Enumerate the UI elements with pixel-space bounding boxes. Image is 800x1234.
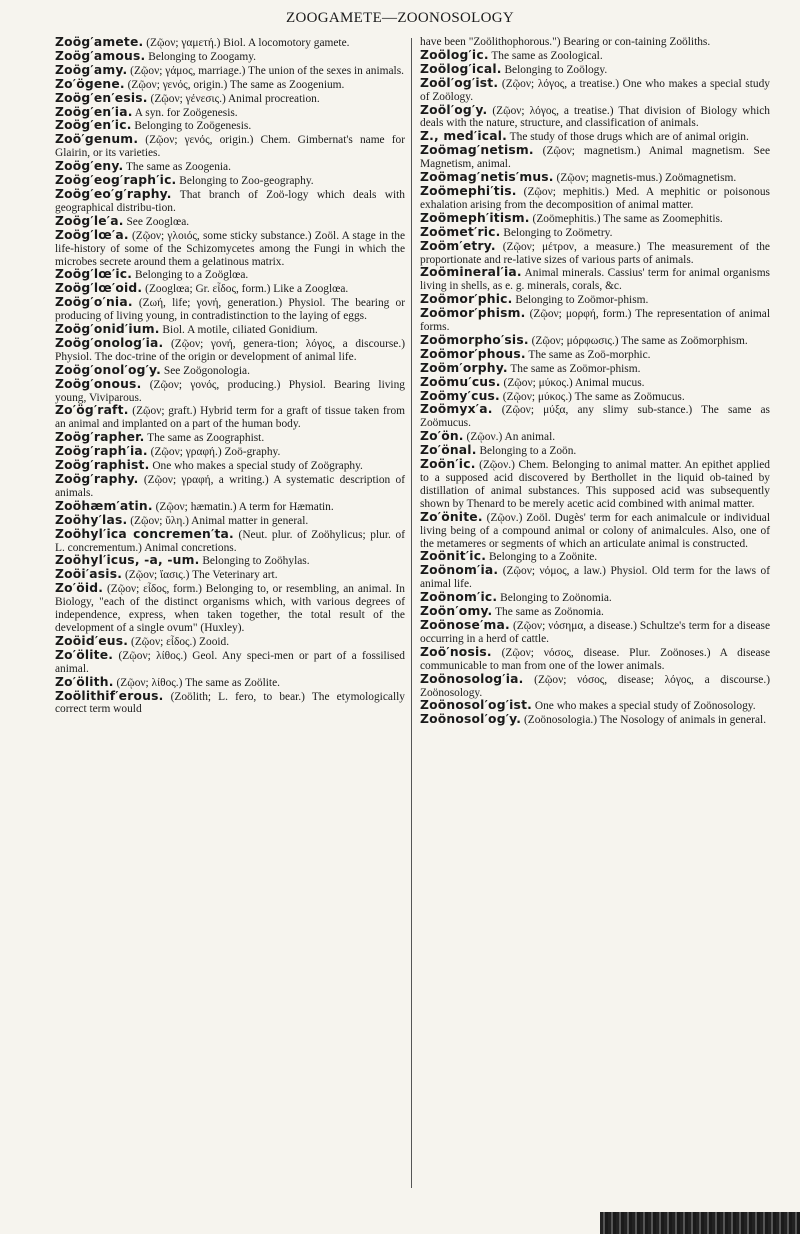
entry-headword: Zoönom′ia.	[420, 563, 499, 578]
entry-headword: Zoög′amy.	[55, 62, 128, 77]
right-column	[420, 36, 770, 727]
dictionary-entry	[55, 188, 405, 215]
dictionary-entry	[55, 649, 405, 676]
entry-definition: One who makes a special study of Zoönosology.	[532, 700, 756, 713]
entry-headword: Zoömineral′ia.	[420, 265, 522, 280]
entry-definition: Belonging to Zoögenesis.	[131, 120, 252, 133]
dictionary-entry	[420, 171, 770, 185]
dictionary-entry	[420, 390, 770, 404]
dictionary-entry	[420, 511, 770, 551]
dictionary-entry	[55, 337, 405, 364]
entry-definition: See Zoögonologia.	[161, 364, 250, 377]
dictionary-entry	[420, 605, 770, 619]
dictionary-entry	[55, 676, 405, 690]
entry-definition: Belonging to Zoöhylas.	[199, 555, 310, 568]
entry-headword: Zoög′en′ic.	[55, 118, 132, 133]
entry-headword: Zoömor′phous.	[420, 346, 526, 361]
entry-headword: Zoöi′asis.	[55, 567, 123, 582]
entry-headword: Zoög′lœ′a.	[55, 227, 129, 242]
entry-definition: Belonging to a Zoönite.	[486, 551, 598, 564]
dictionary-entry	[420, 144, 770, 171]
dictionary-entry	[420, 348, 770, 362]
entry-headword: Zoög′o′nia.	[55, 295, 133, 310]
entry-headword: Zoömyx′a.	[420, 402, 493, 417]
entry-headword: Zoö′genum.	[55, 132, 139, 147]
entry-headword: Zoög′en′ia.	[55, 104, 133, 119]
entry-definition: A syn. for Zoögenesis.	[132, 106, 238, 119]
entry-headword: Zoöl′og′ist.	[420, 75, 499, 90]
entry-definition: Belonging to Zoogamy.	[145, 50, 256, 63]
entry-definition: (Ζωή, life; γονή, generation.) Physiol. The bearing or producing of living young, in contradistinction to the laying of eggs.	[55, 297, 405, 323]
entry-definition: (Ζῷον; mephitis.) Med. A mephitic or poisonous exhalation arising from the decomposition of animal matter.	[420, 185, 770, 211]
dictionary-entry	[420, 63, 770, 77]
entry-headword: Zoömy′cus.	[420, 388, 500, 403]
entry-definition: (Zoömephitis.) The same as Zoomephitis.	[529, 212, 723, 225]
dictionary-entry	[55, 282, 405, 296]
entry-headword: Zo′ögene.	[55, 76, 125, 91]
entry-definition: The study of those drugs which are of animal origin.	[507, 131, 749, 144]
dictionary-entry	[420, 458, 770, 511]
dictionary-entry	[420, 550, 770, 564]
entry-definition: (Ζῷον; ὕλη.) Animal matter in general.	[127, 514, 309, 527]
entry-headword: Zo′ölith.	[55, 674, 114, 689]
entry-definition: The same as Zoö-morphic.	[525, 348, 651, 361]
dictionary-entry	[420, 334, 770, 348]
entry-definition: (Ζῷον; μύκος.) The same as Zoömucus.	[499, 390, 685, 403]
entry-headword: Zoög′eo′g′raphy.	[55, 186, 172, 201]
dictionary-entry	[420, 713, 770, 727]
entry-definition: (Ζῷον; νόμος, a law.) Physiol. Old term for the laws of animal life.	[420, 565, 770, 591]
entry-headword: Zo′önal.	[420, 443, 477, 458]
entry-headword: Zoömeph′itism.	[420, 210, 530, 225]
entry-headword: Zoög′onous.	[55, 376, 142, 391]
entry-headword: Zoölog′ic.	[420, 47, 489, 62]
entry-headword: Zoön′ic.	[420, 457, 476, 472]
page-edge-scan-artifact	[600, 1212, 800, 1234]
entry-headword: Zoög′onolog′ia.	[55, 335, 164, 350]
dictionary-entry	[420, 646, 770, 673]
entry-headword: Zoömor′phic.	[420, 292, 513, 307]
entry-headword: Zoög′amous.	[55, 48, 146, 63]
entry-definition: (Zooglœa; Gr. εἶδος, form.) Like a Zooglœa.	[142, 283, 349, 296]
dictionary-entry	[420, 307, 770, 334]
entry-definition: Belonging to Zoölogy.	[501, 63, 608, 76]
entry-definition: (Ζῷον.) An animal.	[463, 431, 556, 444]
entry-definition: (Ζῷον; γένεσις.) Animal procreation.	[147, 92, 320, 105]
entry-headword: Zoömephi′tis.	[420, 183, 517, 198]
entry-headword: Zoög′raphy.	[55, 472, 139, 486]
entry-headword: Zoönose′ma.	[420, 617, 510, 632]
dictionary-entry	[55, 160, 405, 174]
dictionary-entry	[55, 323, 405, 337]
entry-headword: Zoönosol′og′ist.	[420, 698, 533, 713]
dictionary-entry	[55, 500, 405, 514]
dictionary-entry	[55, 554, 405, 568]
dictionary-entry	[55, 528, 405, 555]
dictionary-entry	[420, 226, 770, 240]
entry-definition: Belonging to a Zoön.	[476, 445, 577, 458]
entry-definition: (Ζῷον; γραφή, a writing.) A systematic description of animals.	[55, 474, 405, 499]
entry-definition: (Ζῷον; γάμος, marriage.) The union of the sexes in animals.	[127, 64, 405, 77]
dictionary-entry	[420, 362, 770, 376]
entry-definition: (Ζῷον; ἴασις.) The Veterinary art.	[122, 569, 278, 582]
entry-headword: Zoög′raph′ia.	[55, 444, 148, 459]
entry-definition: (Ζῷον; νόσημα, a disease.) Schultze's term for a disease occurring in a herd of cattle.	[420, 619, 770, 645]
dictionary-entry	[55, 514, 405, 528]
entry-definition: Belonging to Zoömetry.	[500, 226, 613, 239]
dictionary-entry	[55, 119, 405, 133]
entry-definition: One who makes a special study of Zoögraphy.	[149, 460, 363, 473]
dictionary-entry	[420, 673, 770, 700]
entry-headword: Zoöm′orphy.	[420, 360, 508, 375]
entry-definition: Belonging to Zoönomia.	[497, 592, 612, 605]
entry-definition: (Ζῷον; μύκος.) Animal mucus.	[500, 376, 645, 389]
dictionary-entry	[420, 444, 770, 458]
entry-headword: Zoög′onol′og′y.	[55, 362, 162, 377]
entry-headword: Zoönit′ic.	[420, 549, 487, 564]
dictionary-entry	[55, 635, 405, 649]
dictionary-entry	[420, 699, 770, 713]
dictionary-entry	[420, 293, 770, 307]
entry-definition: (Ζῷον; γενός, origin.) Chem. Gimbernat's name for Glairin, or its varieties.	[55, 134, 405, 160]
dictionary-entry	[420, 185, 770, 212]
entry-headword: Zoög′raphist.	[55, 458, 150, 473]
entry-definition: Belonging to Zoömor-phism.	[512, 294, 649, 307]
dictionary-entry	[55, 364, 405, 378]
entry-headword: Zoömorpho′sis.	[420, 332, 529, 347]
entry-headword: Zoömor′phism.	[420, 306, 526, 321]
entry-headword: Zoöhæm′atin.	[55, 498, 153, 513]
dictionary-entry	[55, 431, 405, 445]
dictionary-entry	[55, 64, 405, 78]
dictionary-entry	[420, 104, 770, 131]
entry-definition: (Ζῷον; μέτρον, a measure.) The measurement of the proportionate and re-lative sizes of various parts of animals.	[420, 240, 770, 266]
entry-definition: (Ζῷον; εἶδος, form.) Belonging to, or resembling, an animal. In Biology, "each of the distinct organisms which, with various degrees of independence, express, when taken together, the total result of the development of a single ovum" (Huxley).	[55, 583, 405, 634]
entry-definition: Belonging to a Zoöglœa.	[132, 269, 249, 282]
dictionary-entry	[55, 404, 405, 431]
dictionary-entry	[420, 403, 770, 430]
entry-definition: have been "Zoölithophorous.") Bearing or con-taining Zoöliths.	[420, 36, 711, 48]
entry-definition: Animal minerals. Cassius' term for animal organisms living in shells, as e. g. minerals, corals, &c.	[420, 267, 770, 293]
entry-definition: (Ζῷον; γραφή.) Zoö-graphy.	[147, 446, 281, 459]
left-column	[55, 36, 405, 716]
entry-headword: Zo′önite.	[420, 509, 483, 524]
entry-definition: (Ζῷον; νόσος, disease. Plur. Zoönoses.) A disease communicable to man from one of the lower animals.	[420, 646, 770, 672]
dictionary-entry	[420, 564, 770, 591]
entry-headword: Zoönom′ic.	[420, 590, 498, 605]
entry-headword: Zoög′le′a.	[55, 213, 124, 228]
dictionary-entry	[55, 582, 405, 635]
entry-definition: The same as Zoographist.	[144, 432, 265, 445]
dictionary-entry	[55, 215, 405, 229]
entry-headword: Zo′ölite.	[55, 647, 114, 662]
entry-definition: (Ζῷον; μορφή, form.) The representation of animal forms.	[420, 308, 770, 334]
entry-headword: Zoölog′ical.	[420, 61, 502, 76]
dictionary-entry	[55, 445, 405, 459]
entry-headword: Zoög′lœ′ic.	[55, 267, 133, 282]
entry-headword: Zoömag′netism.	[420, 143, 534, 158]
entry-definition: The same as Zoological.	[488, 49, 603, 62]
entry-headword: Zoöhy′las.	[55, 512, 128, 527]
entry-headword: Zoölithif′erous.	[55, 688, 164, 703]
dictionary-entry	[420, 240, 770, 267]
dictionary-entry	[55, 36, 405, 50]
entry-headword: Zoönosolog′ia.	[420, 671, 524, 686]
entry-definition: The same as Zoogenia.	[123, 161, 231, 174]
entry-definition: (Zoölith; L. fero, to bear.) The etymologically correct term would	[55, 690, 405, 716]
dictionary-entry	[55, 568, 405, 582]
entry-headword: Zo′öid.	[55, 581, 104, 596]
dictionary-entry	[55, 78, 405, 92]
dictionary-entry	[420, 77, 770, 104]
entry-definition: (Ζῷον; γλοιός, some sticky substance.) Zoöl. A stage in the life-history of some of the Schizomycetes among the Fungi in which the microbes secrete around them a gelatinous matrix.	[55, 229, 405, 268]
entry-definition: (Ζῷον; εἶδος.) Zooid.	[128, 635, 230, 648]
entry-definition: (Ζῷον; λόγος, a treatise.) One who makes a special study of Zoölogy.	[420, 77, 770, 103]
dictionary-entry	[55, 92, 405, 106]
dictionary-entry	[420, 212, 770, 226]
entry-headword: Z., med′ical.	[420, 129, 508, 144]
entry-definition: (Ζῷον; λίθος.) The same as Zoölite.	[113, 676, 280, 689]
entry-headword: Zoög′eog′raph′ic.	[55, 173, 177, 188]
entry-definition: (Ζῷον; λίθος.) Geol. Any speci-men or part of a fossilised animal.	[55, 649, 405, 675]
dictionary-entry	[55, 296, 405, 323]
entry-definition: (Ζῷον; νόσος, disease; λόγος, a discourse.) Zoönosology.	[420, 673, 770, 699]
dictionary-entry	[420, 130, 770, 144]
dictionary-entry	[55, 106, 405, 120]
entry-definition: (Ζῷον.) Zoöl. Dugès' term for each animalcule or individual living being of a compound animal or colony of animalcules. Also, one of the metameres or segments of which an articulate animal is constructed.	[420, 511, 770, 550]
entry-headword: Zoöid′eus.	[55, 633, 129, 648]
dictionary-entry	[55, 690, 405, 717]
dictionary-entry	[420, 49, 770, 63]
entry-headword: Zoöm′etry.	[420, 238, 496, 253]
entry-headword: Zoömet′ric.	[420, 224, 501, 239]
entry-definition: The same as Zoönomia.	[492, 606, 604, 619]
column-divider	[411, 38, 412, 1188]
entry-definition: Biol. A motile, ciliated Gonidium.	[159, 324, 318, 337]
dictionary-entry	[55, 229, 405, 269]
entry-headword: Zoöl′og′y.	[420, 102, 488, 117]
dictionary-entry	[55, 133, 405, 160]
entry-headword: Zoög′rapher.	[55, 430, 145, 445]
entry-definition: (Ζῷον; magnetism.) Animal magnetism. See Magnetism, animal.	[420, 145, 770, 171]
entry-definition: (Ζῷον; λόγος, a treatise.) That division of Biology which deals with the nature, structure, and classification of animals.	[420, 104, 770, 130]
entry-definition: (Ζῷον; γαμετή.) Biol. A locomotory gamete.	[143, 37, 350, 49]
entry-headword: Zo′ög′raft.	[55, 403, 129, 418]
dictionary-entry	[55, 473, 405, 500]
entry-headword: Zoöhyl′icus, -a, -um.	[55, 553, 200, 568]
entry-headword: Zoög′onid′ium.	[55, 322, 160, 337]
dictionary-entry	[55, 50, 405, 64]
entry-headword: Zoömu′cus.	[420, 374, 501, 389]
entry-headword: Zoönosol′og′y.	[420, 712, 522, 727]
page-header: ZOOGAMETE—ZOONOSOLOGY	[286, 10, 514, 26]
entry-definition: (Ζῷον; magnetis-mus.) Zoömagnetism.	[553, 172, 737, 185]
entry-definition: Belonging to Zoo-geography.	[176, 175, 314, 188]
dictionary-entry	[420, 619, 770, 646]
entry-definition: (Zoönosologia.) The Nosology of animals in general.	[521, 714, 767, 727]
dictionary-entry	[55, 268, 405, 282]
entry-headword: Zoöhyl′ica concremen′ta.	[55, 526, 234, 541]
entry-headword: Zoön′omy.	[420, 604, 493, 619]
entry-definition: The same as Zoömor-phism.	[507, 362, 641, 375]
entry-headword: Zoög′en′esis.	[55, 90, 148, 105]
dictionary-entry	[55, 459, 405, 473]
entry-definition: (Ζῷον; hæmatin.) A term for Hæmatin.	[152, 500, 334, 513]
entry-definition: (Ζῷον; graft.) Hybrid term for a graft of tissue taken from an animal and implanted on a part of the human body.	[55, 405, 405, 431]
entry-definition: See Zooglœa.	[123, 215, 190, 228]
entry-definition: That branch of Zoö-logy which deals with geographical distribu-tion.	[55, 188, 405, 214]
dictionary-entry	[420, 591, 770, 605]
entry-headword: Zoög′lœ′oid.	[55, 281, 143, 296]
entry-headword: Zo′ön.	[420, 429, 464, 444]
dictionary-entry	[420, 430, 770, 444]
entry-definition: (Ζῷον; γενός, origin.) The same as Zoogenium.	[124, 78, 345, 91]
entry-definition: (Ζῷον; μύξα, any slimy sub-stance.) The same as Zoömucus.	[420, 404, 770, 430]
dictionary-entry	[420, 376, 770, 390]
entry-definition: (Ζῷον; γονός, producing.) Physiol. Bearing living young, Viviparous.	[55, 378, 405, 404]
entry-headword: Zoö′nosis.	[420, 644, 492, 659]
entry-headword: Zoömag′netis′mus.	[420, 170, 554, 185]
entry-definition: (Neut. plur. of Zoöhylicus; plur. of L. concrementum.) Animal concretions.	[55, 528, 405, 554]
dictionary-entry	[55, 378, 405, 405]
dictionary-entry	[55, 174, 405, 188]
entry-definition: (Ζῷον; μόρφωσις.) The same as Zoömorphism.	[528, 334, 748, 347]
dictionary-entry	[420, 266, 770, 293]
entry-headword: Zoög′amete.	[55, 35, 144, 49]
entry-definition: (Ζῷον.) Chem. Belonging to animal matter. An epithet applied to a supposed acid discovered by Berthollet in the liquid ob-tained by distillation of animal substances. This supposed acid was subsequently shown by Thenard to be merely acetic acid combined with animal matter.	[420, 459, 770, 510]
entry-headword: Zoög′eny.	[55, 159, 124, 174]
entry-definition: (Ζῷον; γονή, genera-tion; λόγος, a discourse.) Physiol. The doc-trine of the origin or development of animal life.	[55, 337, 405, 363]
